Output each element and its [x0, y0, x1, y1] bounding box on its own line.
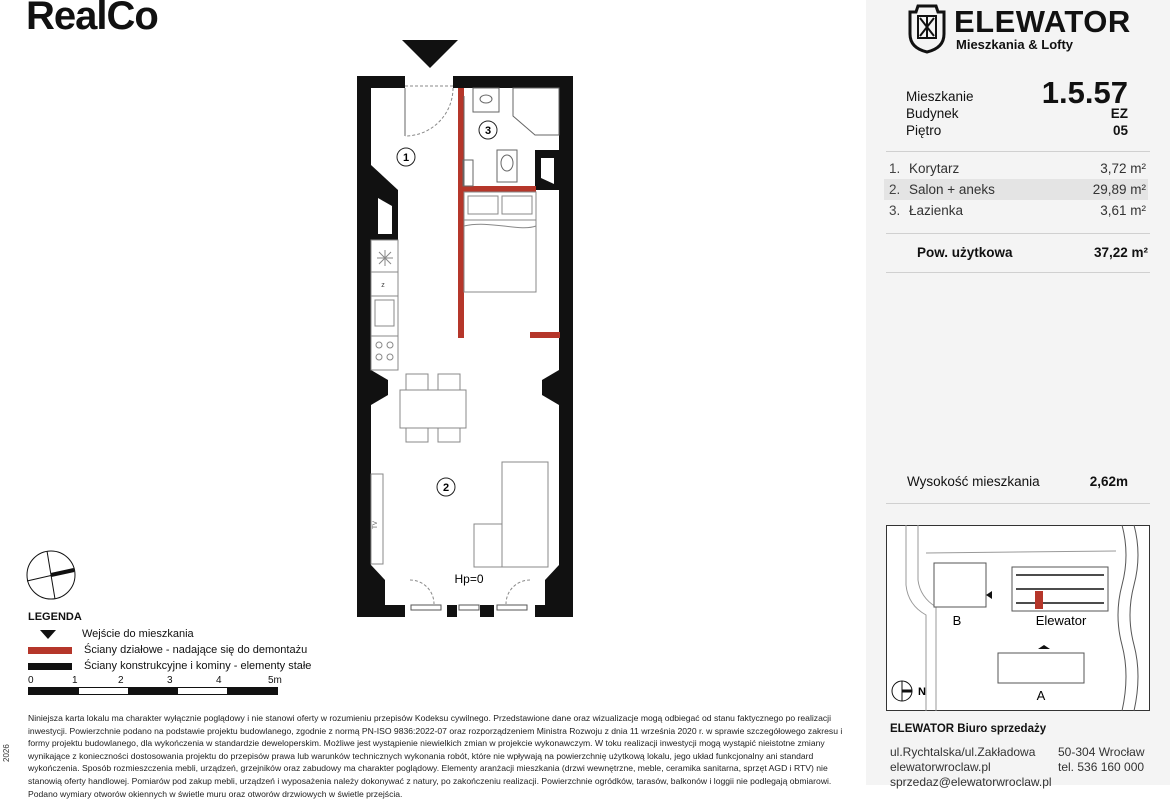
building-b-label: B — [952, 613, 962, 628]
total-area: Pow. użytkowa 37,22 m² — [917, 245, 1148, 260]
legend-title: LEGENDA — [28, 611, 82, 623]
bed — [464, 192, 536, 292]
divider — [886, 151, 1150, 152]
office-email-link[interactable]: sprzedaz@elewatorwroclaw.pl — [890, 775, 1052, 789]
label-mieszkanie: Mieszkanie — [906, 89, 974, 104]
tv-label: TV — [373, 521, 379, 529]
room-row: 3. Łazienka 3,61 m² — [889, 203, 1146, 218]
budynek-value: EZ — [1110, 106, 1128, 121]
divider — [886, 272, 1150, 273]
apartment-number: 1.5.57 — [1041, 75, 1128, 110]
demountable-walls — [458, 88, 560, 338]
divider — [886, 503, 1150, 504]
room-number-3: 3 — [484, 125, 492, 137]
entrance-floor-level: Hp=0 — [454, 572, 484, 586]
legend-demountable: Ściany działowe - nadające się do demontażu — [28, 642, 311, 658]
site-map — [886, 525, 1150, 711]
scale-bar: 0 1 2 3 4 5m — [28, 675, 278, 695]
elewator-logo: ELEWATOR Mieszkania & Lofty — [906, 4, 1131, 54]
structural-walls — [357, 76, 573, 617]
apartment-height: Wysokość mieszkania 2,62m — [907, 474, 1128, 489]
office-phone: tel. 536 160 000 — [1058, 760, 1145, 774]
dining-table — [400, 374, 466, 442]
divider — [886, 233, 1150, 234]
sofa — [474, 462, 548, 567]
sales-office: ELEWATOR Biuro sprzedaży ul.Rychtalska/ul.Zakładowa 50-304 Wrocław elewatorwroclaw.pl tel. 536 160 000 sprzedaz@elewatorwroclaw.pl — [890, 723, 1150, 790]
office-title: ELEWATOR Biuro sprzedaży — [890, 723, 1047, 735]
compass-icon — [27, 551, 75, 599]
pietro-value: 05 — [1112, 123, 1128, 138]
elewator-emblem-icon — [906, 4, 948, 54]
year-mark: 2026 — [2, 744, 11, 762]
building-elewator-label: Elewator — [1035, 613, 1087, 628]
apartment-info: Mieszkanie 1.5.57 Budynek EZ Piętro 05 — [906, 75, 1128, 138]
entrance-arrow-icon — [40, 630, 56, 639]
legend-entrance: Wejście do mieszkania — [28, 626, 311, 642]
room-row: 1. Korytarz 3,72 m² — [889, 161, 1146, 176]
windows — [411, 605, 527, 610]
fridge-label: z — [381, 282, 385, 289]
room-number-2: 2 — [442, 482, 450, 494]
legend — [28, 611, 311, 674]
room-list — [884, 158, 1148, 221]
legend-structural: Ściany konstrukcyjne i kominy - elementy stałe — [28, 658, 311, 674]
entrance-arrow-icon — [402, 40, 458, 68]
room-number-1: 1 — [402, 152, 410, 164]
building-a-label: A — [1036, 688, 1046, 703]
disclaimer: Niniejsza karta lokalu ma charakter wyłącznie poglądowy i nie stanowi oferty w rozumieniu przepisów Kodeksu cywilnego. Przedstawione dane oraz wizualizacje mogą odbiegać od stanu faktycznego po realizacji inwestycji. Powierzchnie podano na podstawie projektu budowlanego, zgodnie z normą PN-ISO 9836:2022-07 oraz rozporządzeniem Ministra Rozwoju z dnia 11 września 2020 r. w sprawie szczegółowego zakresu i formy projektu budowlanego, dla wykończenia w standardzie deweloperskim. Możliwe jest wystąpienie niewielkich zmian w projekcie wykonawczym. W toku realizacji inwestycji mogą wystąpić nieistotne zmiany wynikające z konieczności dostosowania projektu do przepisów prawa lub warunków technicznych wykonania robót, które nie wpływają na powierzchnię użytkową lokalu, jego układ funkcjonalny ani standard wykończenia. Sposób rozmieszczenia mebli, urządzeń, grzejników oraz zabudowy ma charakter poglądowy. Elementy aranżacji mieszkania (drzwi wewnętrzne, meble, ceramika sanitarna, sprzęt AGD i RTV) nie stanowią oferty handlowej. Pomiarów pod zakup mebli, urządzeń i wyposażenia należy dokonywać z natury, po zakończeniu realizacji. Powierzchnie ogródków, tarasów, balkonów i loggii nie podlegają obmiarowi. Podano wymiary otworów okiennych w świetle muru oraz otworów drzwiowych w świetle przejścia. — [28, 713, 843, 799]
kitchen — [371, 240, 398, 370]
realco-logo: RealCo — [26, 0, 158, 38]
office-website-link[interactable]: elewatorwroclaw.pl — [890, 760, 991, 774]
room-row: 2. Salon + aneks 29,89 m² — [884, 179, 1148, 200]
north-label: N — [918, 686, 926, 698]
